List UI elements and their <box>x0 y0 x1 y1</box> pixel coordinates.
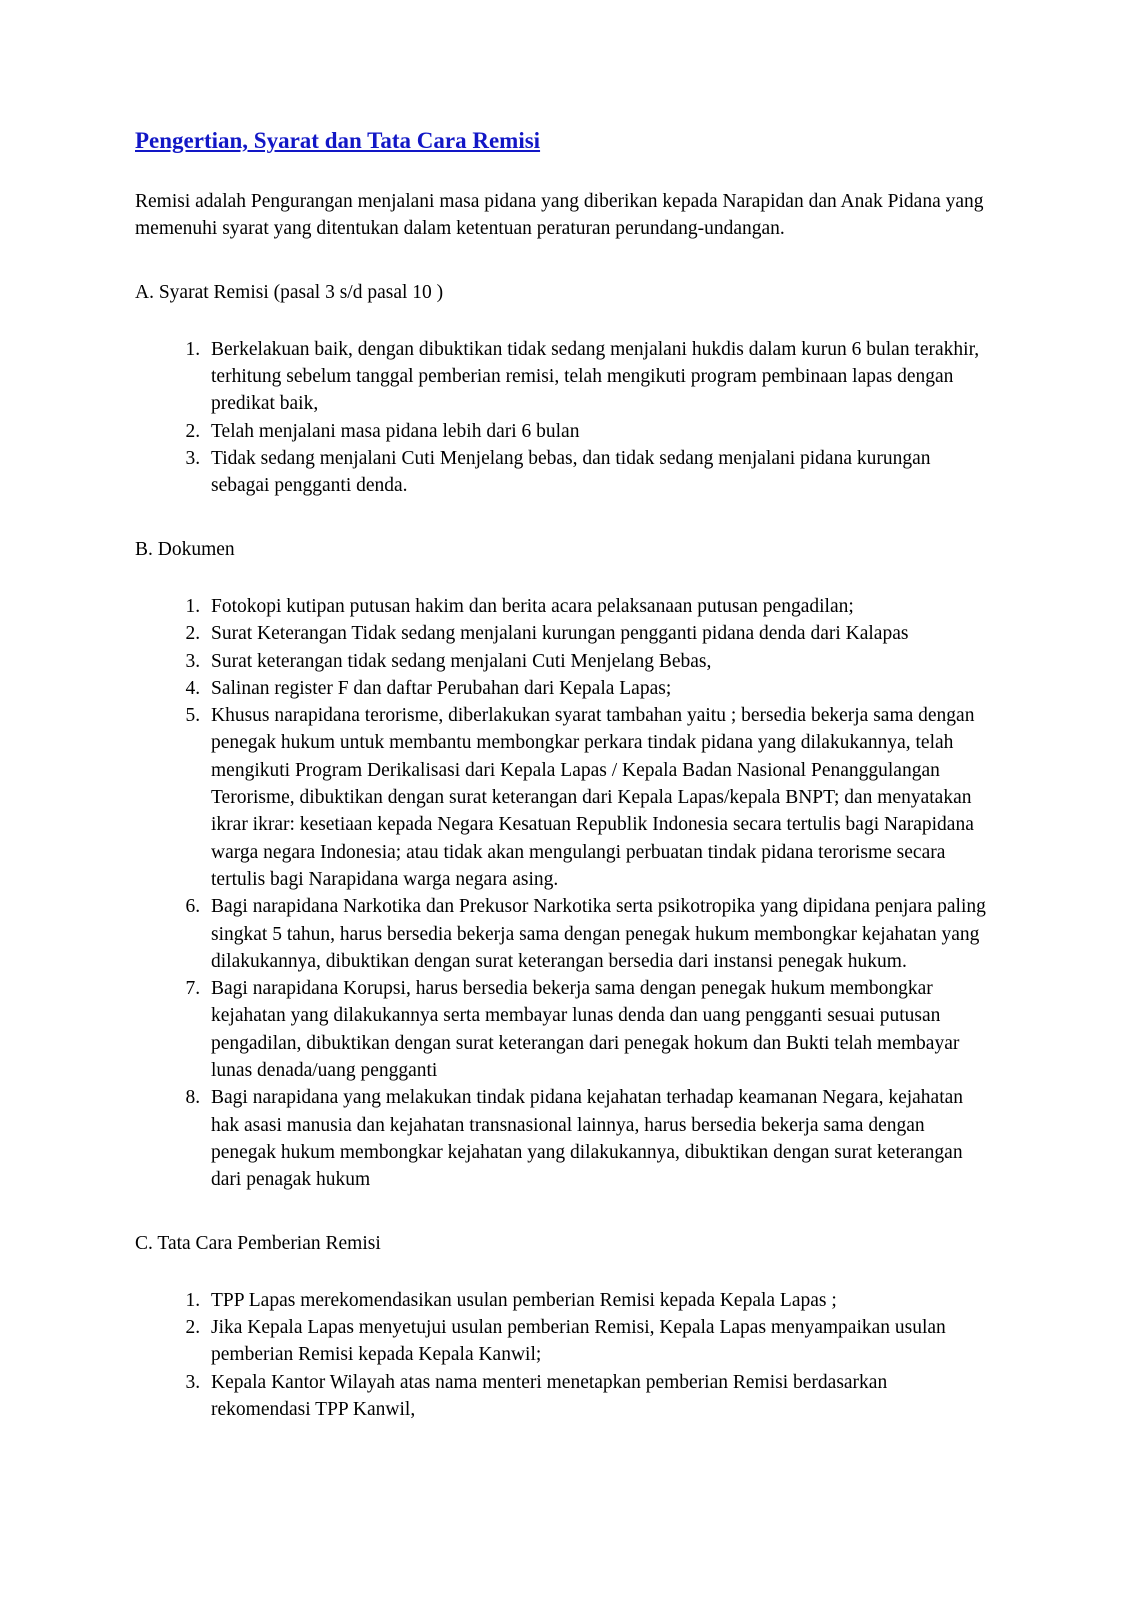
list-item: 3. Tidak sedang menjalani Cuti Menjelang bebas, dan tidak sedang menjalani pidana kurungan sebagai pengganti denda. <box>205 445 991 500</box>
list-item: 8. Bagi narapidana yang melakukan tindak pidana kejahatan terhadap keamanan Negara, kejahatan hak asasi manusia dan kejahatan transnasional lainnya, harus bersedia bekerja sama dengan penegak hukum membongkar kejahatan yang dilakukannya, dibuktikan dengan surat keterangan dari penagak hukum <box>205 1084 991 1193</box>
list-item: 1. TPP Lapas merekomendasikan usulan pemberian Remisi kepada Kepala Lapas ; <box>205 1287 991 1314</box>
section-heading: C. Tata Cara Pemberian Remisi <box>135 1232 381 1254</box>
section-list <box>135 336 991 500</box>
sections <box>135 279 991 1424</box>
list-item: 3. Kepala Kantor Wilayah atas nama menteri menetapkan pemberian Remisi berdasarkan rekomendasi TPP Kanwil, <box>205 1369 991 1424</box>
list-item: 1. Berkelakuan baik, dengan dibuktikan tidak sedang menjalani hukdis dalam kurun 6 bulan terakhir, terhitung sebelum tanggal pemberian remisi, telah mengikuti program pembinaan lapas dengan predikat baik, <box>205 336 991 418</box>
list-item: 6. Bagi narapidana Narkotika dan Prekusor Narkotika serta psikotropika yang dipidana penjara paling singkat 5 tahun, harus bersedia bekerja sama dengan penegak hukum membongkar kejahatan yang dilakukannya, dibuktikan dengan surat keterangan bersedia dari instansi penegak hukum. <box>205 893 991 975</box>
section <box>135 1230 991 1424</box>
section <box>135 279 991 500</box>
section-heading: B. Dokumen <box>135 538 235 560</box>
list-item: 5. Khusus narapidana terorisme, diberlakukan syarat tambahan yaitu ; bersedia bekerja sama dengan penegak hukum untuk membantu membongkar perkara tindak pidana yang dilakukannya, telah mengikuti Program Derikalisasi dari Kepala Lapas / Kepala Badan Nasional Penanggulangan Terorisme, dibuktikan dengan surat keterangan dari Kepala Lapas/kepala BNPT; dan menyatakan ikrar ikrar: kesetiaan kepada Negara Kesatuan Republik Indonesia secara tertulis bagi Narapidana warga negara Indonesia; atau tidak akan mengulangi perbuatan tindak pidana terorisme secara tertulis bagi Narapidana warga negara asing. <box>205 702 991 893</box>
intro-paragraph: Remisi adalah Pengurangan menjalani masa pidana yang diberikan kepada Narapidan dan Anak Pidana yang memenuhi syarat yang ditentukan dalam ketentuan peraturan perundang-undangan. <box>135 191 984 240</box>
section-list <box>135 1287 991 1423</box>
section <box>135 536 991 1194</box>
document-title[interactable]: Pengertian, Syarat dan Tata Cara Remisi <box>135 128 541 153</box>
list-item: 7. Bagi narapidana Korupsi, harus bersedia bekerja sama dengan penegak hukum membongkar kejahatan yang dilakukannya serta membayar lunas denda dan uang pengganti sesuai putusan pengadilan, dibuktikan dengan surat keterangan dari penegak hokum dan Bukti telah membayar lunas denada/uang pengganti <box>205 975 991 1084</box>
list-item: 4. Salinan register F dan daftar Perubahan dari Kepala Lapas; <box>205 675 991 702</box>
section-heading: A. Syarat Remisi (pasal 3 s/d pasal 10 ) <box>135 281 444 303</box>
list-item: 3. Surat keterangan tidak sedang menjalani Cuti Menjelang Bebas, <box>205 648 991 675</box>
section-list <box>135 593 991 1194</box>
list-item: 2. Jika Kepala Lapas menyetujui usulan pemberian Remisi, Kepala Lapas menyampaikan usulan pemberian Remisi kepada Kepala Kanwil; <box>205 1314 991 1369</box>
list-item: 2. Telah menjalani masa pidana lebih dari 6 bulan <box>205 418 991 445</box>
list-item: 2. Surat Keterangan Tidak sedang menjalani kurungan pengganti pidana denda dari Kalapas <box>205 620 991 647</box>
list-item: 1. Fotokopi kutipan putusan hakim dan berita acara pelaksanaan putusan pengadilan; <box>205 593 991 620</box>
